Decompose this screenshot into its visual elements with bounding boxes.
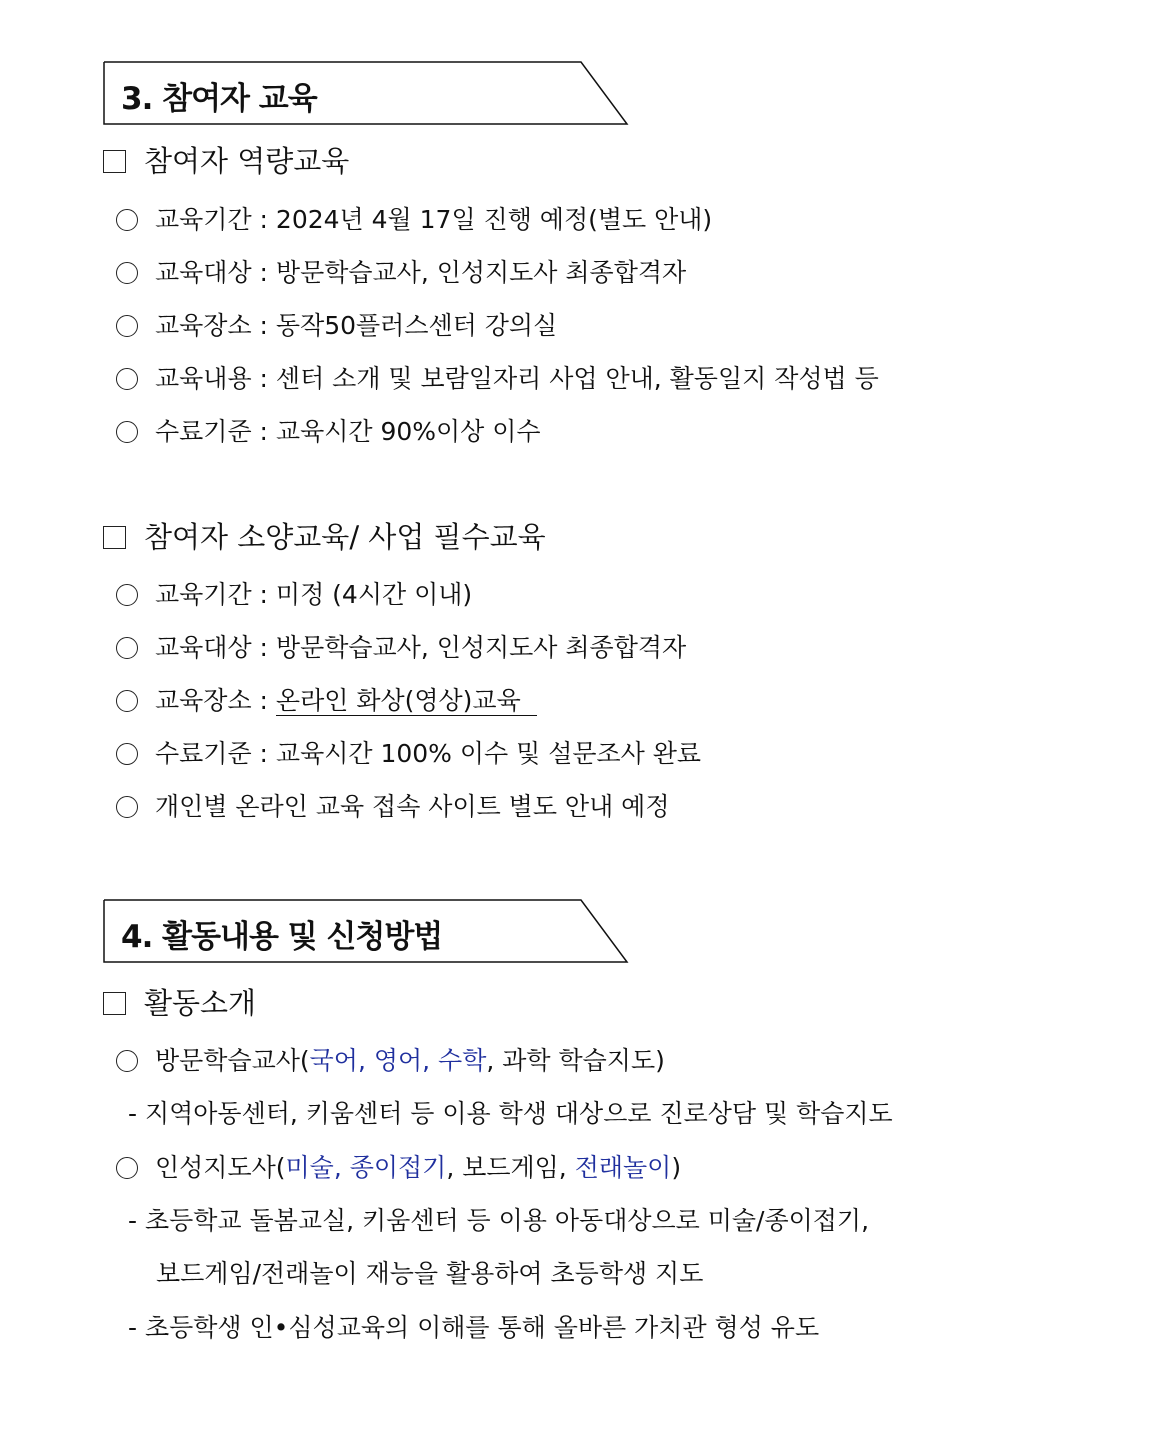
list-item	[116, 791, 669, 823]
highlight-text: 전래놀이	[574, 1153, 672, 1182]
circle-bullet-icon	[116, 1157, 138, 1179]
item-text: 수료기준 : 교육시간 100% 이수 및 설문조사 완료	[155, 739, 702, 768]
section-title: 3. 참여자 교육	[121, 81, 317, 117]
sub-item: - 초등학생 인•심성교육의 이해를 통해 올바른 가치관 형성 유도	[128, 1313, 820, 1342]
heading-text: 활동소개	[144, 986, 257, 1020]
sub-item: - 초등학교 돌봄교실, 키움센터 등 이용 아동대상으로 미술/종이접기,	[128, 1206, 870, 1235]
item-text: 인성지도사(	[155, 1153, 286, 1182]
sub-item: - 지역아동센터, 키움센터 등 이용 학생 대상으로 진로상담 및 학습지도	[128, 1099, 893, 1128]
sub-item-continued: 보드게임/전래놀이 재능을 활용하여 초등학생 지도	[156, 1259, 704, 1288]
highlight-text: 미술, 종이접기	[285, 1153, 447, 1182]
item-text: 교육기간 : 2024년 4월 17일 진행 예정(별도 안내)	[155, 205, 713, 234]
circle-bullet-icon	[116, 584, 138, 606]
list-item	[116, 204, 712, 236]
highlight-text: 수학	[438, 1046, 487, 1075]
item-text: 교육대상 : 방문학습교사, 인성지도사 최종합격자	[155, 258, 687, 287]
group-heading	[103, 519, 546, 555]
list-item	[116, 1045, 665, 1077]
item-text: 수료기준 : 교육시간 90%이상 이수	[155, 417, 541, 446]
circle-bullet-icon	[116, 743, 138, 765]
circle-bullet-icon	[116, 315, 138, 337]
list-item	[116, 738, 701, 770]
item-underlined-value: 온라인 화상(영상)교육	[276, 686, 537, 716]
circle-bullet-icon	[116, 637, 138, 659]
circle-bullet-icon	[116, 262, 138, 284]
list-item	[116, 1152, 681, 1184]
item-text: 방문학습교사(	[155, 1046, 310, 1075]
list-item	[116, 579, 472, 611]
circle-bullet-icon	[116, 368, 138, 390]
heading-text: 참여자 역량교육	[144, 144, 350, 178]
circle-bullet-icon	[116, 796, 138, 818]
item-text: 교육대상 : 방문학습교사, 인성지도사 최종합격자	[155, 633, 687, 662]
list-item	[116, 632, 686, 664]
heading-text: 참여자 소양교육/ 사업 필수교육	[144, 520, 546, 554]
checkbox-square-icon	[103, 150, 126, 173]
list-item	[116, 257, 686, 289]
checkbox-square-icon	[103, 992, 126, 1015]
item-text: 교육장소 : 동작50플러스센터 강의실	[155, 311, 558, 340]
circle-bullet-icon	[116, 1050, 138, 1072]
highlight-text: 국어, 영어,	[309, 1046, 439, 1075]
item-text: 개인별 온라인 교육 접속 사이트 별도 안내 예정	[155, 792, 670, 821]
checkbox-square-icon	[103, 526, 126, 549]
section-4-header	[103, 899, 627, 963]
circle-bullet-icon	[116, 209, 138, 231]
circle-bullet-icon	[116, 690, 138, 712]
section-title: 4. 활동내용 및 신청방법	[121, 919, 443, 955]
list-item	[116, 416, 541, 448]
list-item	[116, 685, 537, 717]
item-text: , 보드게임,	[446, 1153, 575, 1182]
item-text: , 과학 학습지도)	[486, 1046, 665, 1075]
list-item	[116, 363, 879, 395]
list-item	[116, 310, 557, 342]
circle-bullet-icon	[116, 421, 138, 443]
group-heading	[103, 143, 349, 179]
item-text: 교육내용 : 센터 소개 및 보람일자리 사업 안내, 활동일지 작성법 등	[155, 364, 879, 393]
item-text: 교육기간 : 미정 (4시간 이내)	[155, 580, 473, 609]
item-label: 교육장소 :	[155, 686, 276, 715]
section-3-header	[103, 61, 627, 125]
group-heading	[103, 985, 256, 1021]
item-text: )	[671, 1153, 682, 1182]
